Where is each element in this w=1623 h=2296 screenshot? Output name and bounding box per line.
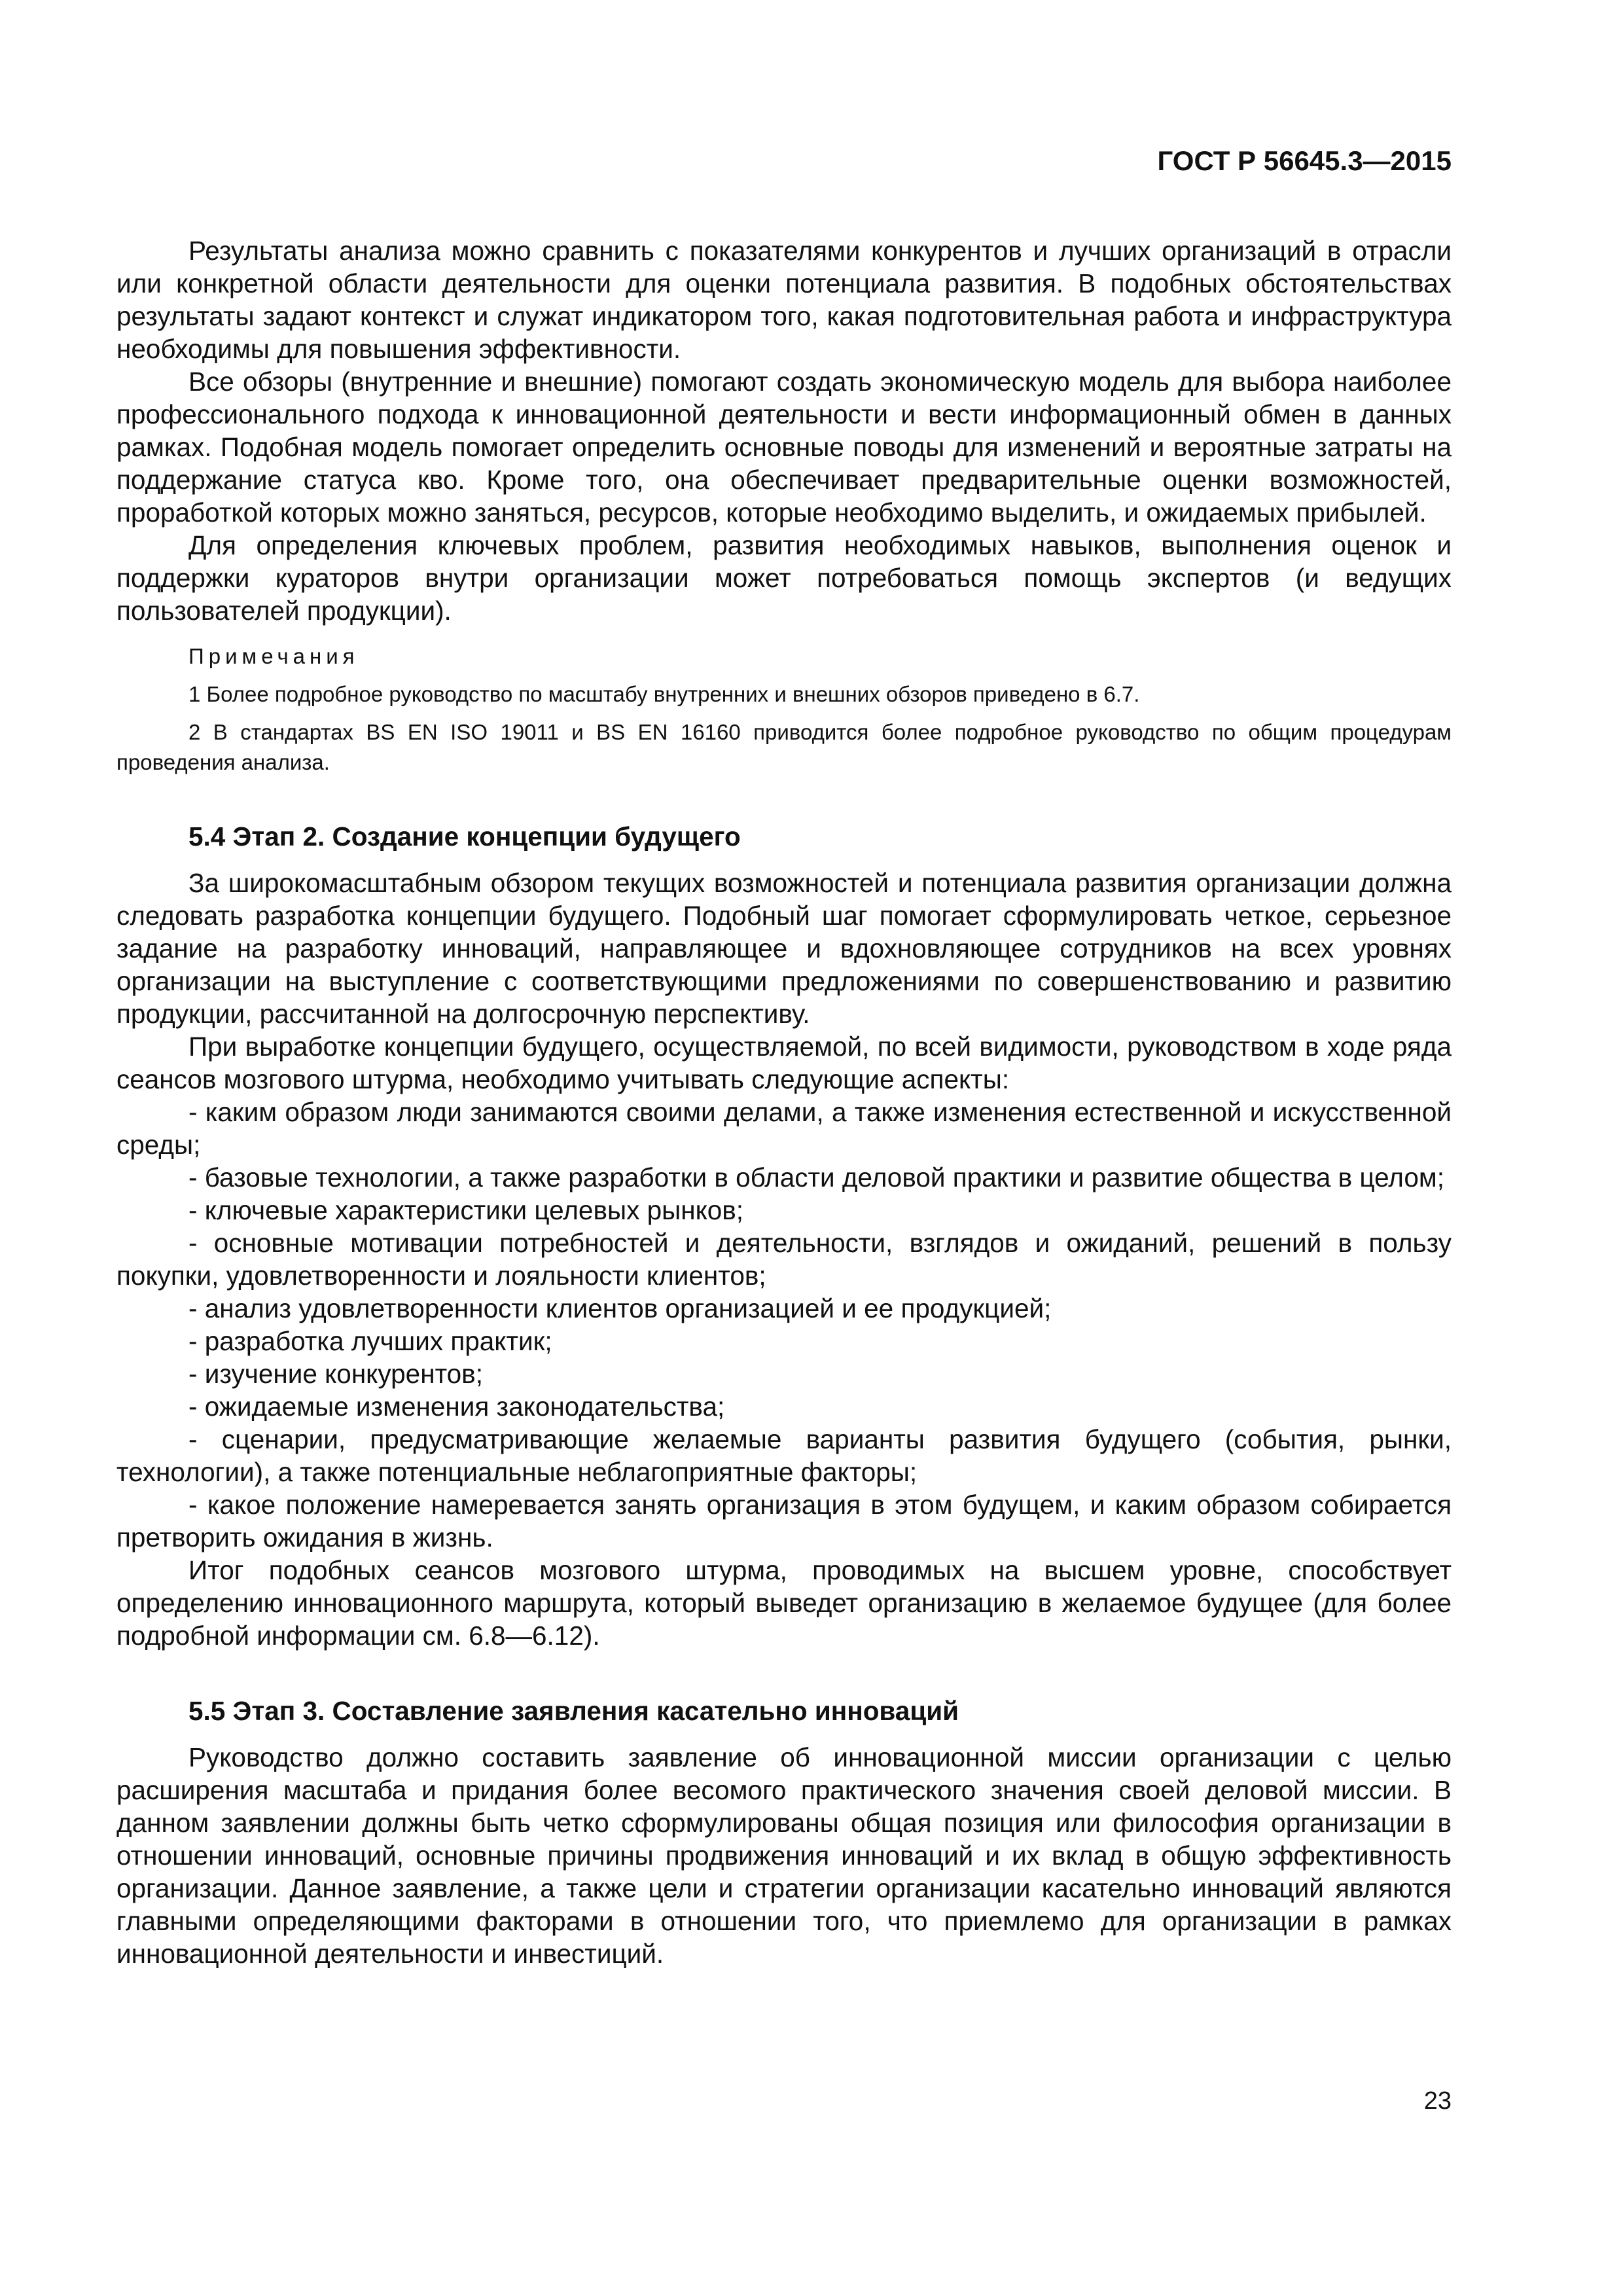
- paragraph: За широкомасштабным обзором текущих возможностей и потенциала развития организации должна следовать разработка концепции будущего. Подобный шаг помогает сформулировать четкое, серьезное задание на разработку инноваций, направляющее и вдохновляющее сотрудников на всех уровнях организации на выступление с соответствующими предложениями по совершенствованию и развитию продукции, рассчитанной на долгосрочную перспективу.: [116, 868, 1452, 1029]
- note-item: 2 В стандартах BS EN ISO 19011 и BS EN 16160 приводится более подробное руководство по общим процедурам проведения анализа.: [116, 720, 1452, 774]
- list-item: - изучение конкурентов;: [188, 1359, 483, 1389]
- paragraph: Для определения ключевых проблем, развития необходимых навыков, выполнения оценок и поддержки кураторов внутри организации может потребоваться помощь экспертов (и ведущих пользователей продукции).: [116, 530, 1452, 626]
- list-item: - какое положение намеревается занять организация в этом будущем, и каким образом собирается претворить ожидания в жизнь.: [116, 1490, 1452, 1552]
- section-heading: 5.4 Этап 2. Создание концепции будущего: [188, 821, 741, 852]
- document-body: [116, 234, 1452, 1970]
- list-item: - каким образом люди занимаются своими делами, а также изменения естественной и искусственной среды;: [116, 1097, 1452, 1160]
- section-heading: 5.5 Этап 3. Составление заявления касательно инноваций: [188, 1696, 959, 1726]
- paragraph: Руководство должно составить заявление об инновационной миссии организации с целью расширения масштаба и придания более весомого практического значения своей деловой миссии. В данном заявлении должны быть четко сформулированы общая позиция или философия организации в отношении инноваций, основные причины продвижения инноваций и их вклад в общую эффективность организации. Данное заявление, а также цели и стратегии организации касательно инноваций являются главными определяющими факторами в отношении того, что приемлемо для организации в рамках инновационной деятельности и инвестиций.: [116, 1742, 1452, 1969]
- document-header: ГОСТ Р 56645.3—2015: [1157, 145, 1452, 176]
- notes-title: Примечания: [188, 644, 359, 668]
- list-item: - анализ удовлетворенности клиентов организацией и ее продукцией;: [188, 1293, 1052, 1323]
- list-item: - ключевые характеристики целевых рынков;: [188, 1195, 744, 1225]
- paragraph: Итог подобных сеансов мозгового штурма, проводимых на высшем уровне, способствует определению инновационного маршрута, который выведет организацию в желаемое будущее (для более подробной информации см. 6.8—6.12).: [116, 1555, 1452, 1651]
- note-item: 1 Более подробное руководство по масштабу внутренних и внешних обзоров приведено в 6.7.: [188, 682, 1140, 706]
- paragraph: При выработке концепции будущего, осуществляемой, по всей видимости, руководством в ходе ряда сеансов мозгового штурма, необходимо учитывать следующие аспекты:: [116, 1031, 1452, 1094]
- list-item: - ожидаемые изменения законодательства;: [188, 1391, 725, 1422]
- list-item: - разработка лучших практик;: [188, 1326, 552, 1356]
- list-item: - сценарии, предусматривающие желаемые варианты развития будущего (события, рынки, технологии), а также потенциальные неблагоприятные факторы;: [116, 1424, 1452, 1487]
- list-item: - основные мотивации потребностей и деятельности, взглядов и ожиданий, решений в пользу покупки, удовлетворенности и лояльности клиентов;: [116, 1228, 1452, 1291]
- page-number: 23: [1423, 2087, 1452, 2115]
- paragraph: Результаты анализа можно сравнить с показателями конкурентов и лучших организаций в отрасли или конкретной области деятельности для оценки потенциала развития. В подобных обстоятельствах результаты задают контекст и служат индикатором того, какая подготовительная работа и инфраструктура необходимы для повышения эффективности.: [116, 236, 1452, 364]
- list-item: - базовые технологии, а также разработки в области деловой практики и развитие общества в целом;: [188, 1162, 1444, 1193]
- paragraph: Все обзоры (внутренние и внешние) помогают создать экономическую модель для выбора наиболее профессионального подхода к инновационной деятельности и вести информационный обмен в данных рамках. Подобная модель помогает определить основные поводы для изменений и вероятные затраты на поддержание статуса кво. Кроме того, она обеспечивает предварительные оценки возможностей, проработкой которых можно заняться, ресурсов, которые необходимо выделить, и ожидаемых прибылей.: [116, 367, 1452, 528]
